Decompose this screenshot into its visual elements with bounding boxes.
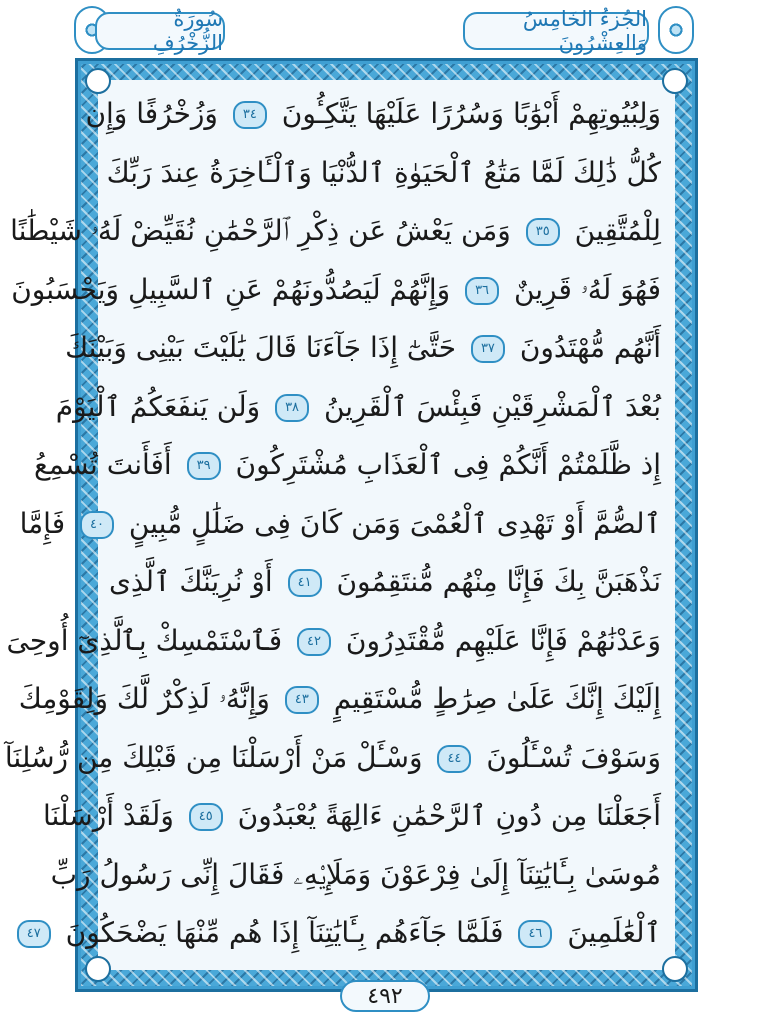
verse-line bbox=[6, 615, 661, 667]
ayah-number-marker: ٤٢ bbox=[297, 628, 331, 656]
ayah-number-marker: ٣٩ bbox=[187, 452, 221, 480]
verse-text: إِذ ظَّلَمْتُمْ أَنَّكُمْ فِى ٱلْعَذَابِ مُشْتَرِكُونَ bbox=[235, 448, 661, 481]
verse-text: أَفَأَنتَ تُسْمِعُ bbox=[33, 448, 172, 481]
ayah-number-marker: ٤٣ bbox=[285, 686, 319, 714]
verse-text: فَإِمَّا bbox=[19, 506, 66, 540]
verse-text: نَذْهَبَنَّ بِكَ فَإِنَّا مِنْهُم مُّنتَقِمُونَ bbox=[336, 565, 661, 598]
verse-text: وَإِنَّهُۥ لَذِكْرٌ لَّكَ وَلِقَوْمِكَ bbox=[18, 682, 270, 715]
verse-text: وَلَقَدْ أَرْسَلْنَا bbox=[43, 799, 174, 832]
verse-line bbox=[19, 498, 661, 550]
verse-text: فَهُوَ لَهُۥ قَرِينٌ bbox=[513, 272, 661, 306]
verse-line bbox=[55, 381, 661, 433]
verse-text: مُوسَىٰ بِـَٔايَٰتِنَآ إِلَىٰ فِرْعَوْنَ وَمَلَإِي۟هِۦ فَقَالَ إِنِّى رَسُولُ رَبِّ bbox=[50, 857, 661, 891]
ayah-number-marker: ٣٨ bbox=[275, 394, 309, 422]
verse-text: وَسَوْفَ تُسْـَٔلُونَ bbox=[486, 740, 661, 774]
ayah-number-marker: ٤١ bbox=[288, 569, 322, 597]
ayah-number-marker: ٤٠ bbox=[80, 511, 114, 539]
verse-text: أَنَّهُم مُّهْتَدُونَ bbox=[519, 331, 661, 364]
ayah-number-marker: ٣٦ bbox=[465, 277, 499, 305]
verse-line bbox=[85, 88, 661, 140]
juz-title: الجُزءُ الخَامِسُ وَالعِشْرُونَ bbox=[463, 12, 649, 50]
verse-text: كُلُّ ذَٰلِكَ لَمَّا مَتَٰعُ ٱلْحَيَوٰةِ ٱلدُّنْيَا وَٱلْـَٔاخِرَةُ عِندَ رَبِّكَ bbox=[106, 155, 661, 189]
verse-line bbox=[4, 732, 661, 784]
verse-text: بُعْدَ ٱلْمَشْرِقَيْنِ فَبِئْسَ ٱلْقَرِينُ bbox=[323, 389, 661, 423]
verse-line bbox=[33, 439, 661, 491]
verse-text: وَسْـَٔلْ مَنْ أَرْسَلْنَا مِن قَبْلِكَ مِن رُّسُلِنَآ bbox=[4, 740, 423, 774]
verse-text: أَوْ نُرِيَنَّكَ ٱلَّذِى bbox=[108, 565, 273, 598]
verse-text: وَعَدْنَٰهُمْ فَإِنَّا عَلَيْهِم مُّقْتَدِرُونَ bbox=[345, 623, 661, 657]
ayah-number-marker: ٣٤ bbox=[233, 101, 267, 129]
ayah-number-marker: ٤٦ bbox=[518, 920, 552, 948]
page-number: ٤٩٢ bbox=[340, 980, 430, 1012]
verse-line bbox=[108, 556, 661, 608]
ayah-number-marker: ٤٧ bbox=[17, 920, 51, 948]
corner-ornament bbox=[662, 68, 688, 94]
verse-text: وَإِنَّهُمْ لَيَصُدُّونَهُمْ عَنِ ٱلسَّبِيلِ وَيَحْسَبُونَ bbox=[11, 272, 451, 306]
verse-line bbox=[106, 147, 661, 199]
verse-line bbox=[18, 673, 661, 725]
corner-ornament bbox=[85, 956, 111, 982]
header-ornament-right bbox=[658, 6, 694, 54]
ayah-number-marker: ٣٧ bbox=[471, 335, 505, 363]
verse-text: فَلَمَّا جَآءَهُم بِـَٔايَٰتِنَآ إِذَا هُم مِّنْهَا يَضْحَكُونَ bbox=[65, 916, 504, 949]
verse-text: لِلْمُتَّقِينَ bbox=[574, 214, 661, 247]
verse-text: وَمَن يَعْشُ عَن ذِكْرِ ٱلرَّحْمَٰنِ نُقَيِّضْ لَهُۥ شَيْطَٰنًا bbox=[10, 214, 511, 247]
verse-line bbox=[65, 322, 661, 374]
verse-text: أَجَعَلْنَا مِن دُونِ ٱلرَّحْمَٰنِ ءَالِهَةً يُعْبَدُونَ bbox=[237, 799, 661, 832]
corner-ornament bbox=[662, 956, 688, 982]
verse-text: ٱلْعَٰلَمِينَ bbox=[567, 916, 661, 949]
verse-line bbox=[11, 264, 661, 316]
verse-text: إِلَيْكَ إِنَّكَ عَلَىٰ صِرَٰطٍ مُّسْتَقِيمٍ bbox=[333, 682, 661, 715]
verse-line bbox=[26, 907, 661, 959]
verse-line bbox=[10, 205, 661, 257]
verse-line bbox=[43, 790, 661, 842]
ayah-number-marker: ٣٥ bbox=[526, 218, 560, 246]
verse-text: ٱلصُّمَّ أَوْ تَهْدِى ٱلْعُمْىَ وَمَن كَانَ فِى ضَلَٰلٍ مُّبِينٍ bbox=[128, 506, 661, 540]
ayah-number-marker: ٤٤ bbox=[437, 745, 471, 773]
surah-title: سُورَةُ الزُّخْرُفِ bbox=[95, 12, 225, 50]
ayah-number-marker: ٤٥ bbox=[189, 803, 223, 831]
verse-text: فَٱسْتَمْسِكْ بِٱلَّذِىٓ أُوحِىَ bbox=[6, 623, 283, 657]
verse-text: حَتَّىٰٓ إِذَا جَآءَنَا قَالَ يَٰلَيْتَ بَيْنِى وَبَيْنَكَ bbox=[65, 331, 457, 364]
verse-text: وَزُخْرُفًا وَإِن bbox=[85, 97, 218, 130]
verse-line bbox=[50, 849, 661, 901]
verse-text: وَلِبُيُوتِهِمْ أَبْوَٰبًا وَسُرُرًا عَلَيْهَا يَتَّكِـُٔونَ bbox=[281, 97, 661, 130]
verse-text: وَلَن يَنفَعَكُمُ ٱلْيَوْمَ bbox=[55, 389, 261, 423]
